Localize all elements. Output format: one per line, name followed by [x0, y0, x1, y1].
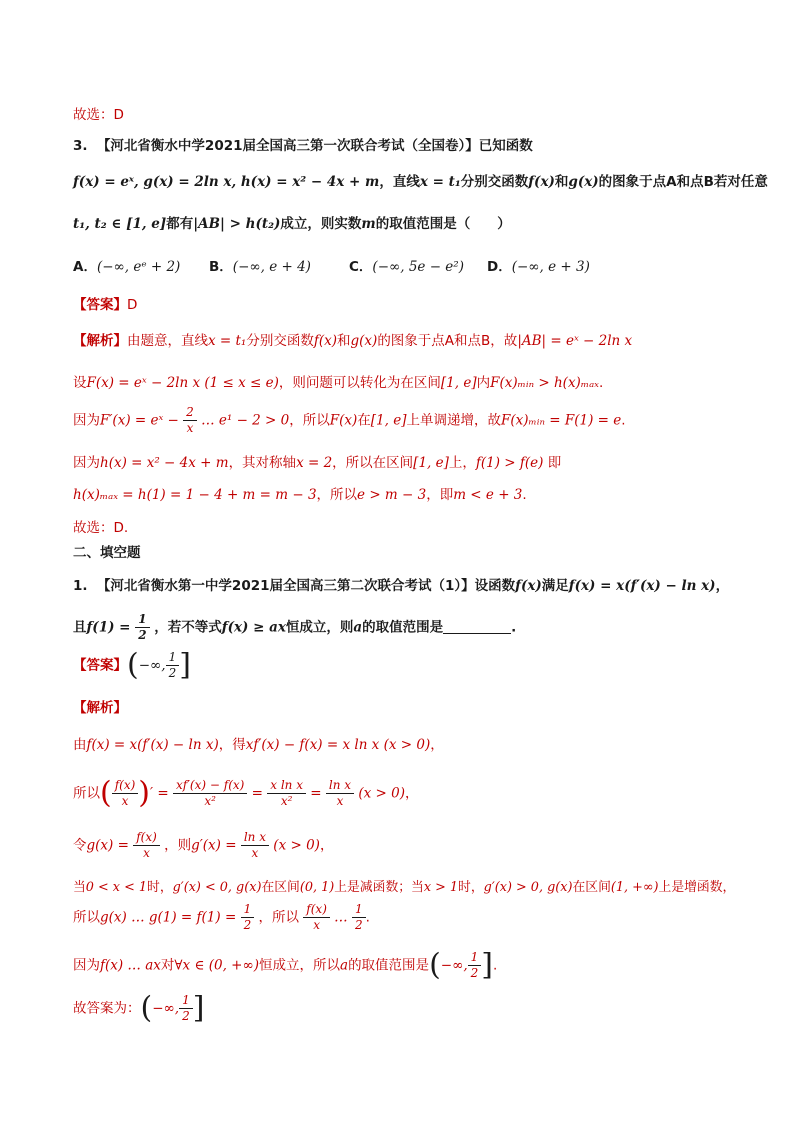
- question-3-answer: 【答案】D: [73, 297, 138, 313]
- option-b: B．(−∞, e + 4): [209, 259, 311, 275]
- fill-1-analysis-5: 所以g(x) … g(1) = f(1) = $\frac{1}{2}$ ，所以 $\frac{f(x)}{x}$ … $\frac{1}{2}$ .: [73, 902, 370, 932]
- fill-1-final: 故答案为：(−∞, $\frac{1}{2}$ ]: [73, 990, 205, 1026]
- question-3-analysis-5: h(x)ₘₐₓ = h(1) = 1 − 4 + m = m − 3，所以e > m − 3，即m < e + 3.: [73, 487, 527, 503]
- previous-answer-line: 故选：D: [73, 107, 124, 123]
- fraction: $\frac{\text{x ln x}}{\text{x²}}$: [267, 778, 306, 809]
- option-c: C．(−∞, 5e − e²): [349, 259, 464, 275]
- fill-1-header: 1. 【河北省衡水第一中学2021届全国高三第二次联合考试（1）】设函数f(x)满足f(x) = x(f′(x) − ln x)，: [73, 578, 730, 594]
- fill-1-analysis-4: 当0 < x < 1时，g′(x) < 0, g(x)在区间(0, 1)上是减函数；当x > 1时，g′(x) > 0, g(x)在区间(1, +∞)上是增函数，: [73, 880, 736, 895]
- fill-1-line-2: 且f(1) = $\frac{1}{2}$ ，若不等式f(x) ≥ ax恒成立，则a的取值范围是 .: [73, 612, 517, 642]
- option-d: D．(−∞, e + 3): [487, 259, 590, 275]
- fraction: $\frac{\text{ln x}}{x}$: [241, 830, 269, 861]
- question-3-final: 故选：D.: [73, 520, 129, 536]
- fraction: $\frac{1}{2}$: [352, 902, 366, 933]
- fill-1-analysis-2: 所以( $\frac{f(x)}{x}$ )′ = $\frac{xf'(x) - f(x)}{\text{x²}}$ = $\frac{\text{x ln x}}{\text{x²}}$ = $\frac{\text{ln x}}{x}$ (x > 0)，: [73, 775, 419, 811]
- fraction: $\frac{1}{2}$: [135, 612, 149, 643]
- section-title: 二、填空题: [73, 545, 141, 561]
- fraction: $\frac{f(x)}{x}$: [303, 902, 330, 933]
- fill-1-analysis-1: 由f(x) = x(f′(x) − ln x)，得xf′(x) − f(x) = x ln x (x > 0)，: [73, 737, 444, 753]
- fraction: $\frac{f(x)}{x}$: [112, 778, 139, 809]
- fraction: $\frac{1}{2}$: [179, 993, 193, 1024]
- fraction: $\frac{2}{x}$: [183, 405, 197, 436]
- fill-1-answer: 【答案】(−∞, $\frac{1}{2}$ ]: [73, 647, 191, 683]
- question-3-analysis-3: 因为F′(x) = eˣ − $\frac{2}{x}$ … e¹ − 2 > 0，所以F(x)在[1, e]上单调递增，故F(x)ₘᵢₙ = F(1) = e.: [73, 405, 626, 435]
- fill-1-analysis-tag: 【解析】: [73, 700, 127, 716]
- fraction: $\frac{1}{2}$: [468, 950, 482, 981]
- fraction: $\frac{1}{2}$: [166, 650, 180, 681]
- question-3-analysis-1: 【解析】由题意，直线x = t₁分别交函数f(x)和g(x)的图象于点A和点B，故|AB| = eˣ − 2ln x: [73, 333, 633, 349]
- question-3-analysis-4: 因为h(x) = x² − 4x + m，其对称轴x = 2，所以在区间[1, e]上，f(1) > f(e) 即: [73, 455, 562, 471]
- question-3-line-2: f(x) = eˣ, g(x) = 2ln x, h(x) = x² − 4x + m，直线x = t₁分别交函数f(x)和g(x)的图象于点A和点B若对任意: [73, 174, 768, 190]
- fraction: $\frac{xf'(x) - f(x)}{\text{x²}}$: [173, 778, 247, 809]
- fraction: $\frac{\text{ln x}}{x}$: [326, 778, 354, 809]
- question-3-line-3: t₁, t₂ ∈ [1, e]都有|AB| > h(t₂)成立，则实数m的取值范围是（ ）: [73, 216, 511, 232]
- fraction: $\frac{f(x)}{x}$: [133, 830, 160, 861]
- fill-1-analysis-6: 因为f(x) … ax对∀x ∈ (0, +∞)恒成立，所以a的取值范围是(−∞, $\frac{1}{2}$ ].: [73, 947, 498, 983]
- question-3-header: 3. 【河北省衡水中学2021届全国高三第一次联合考试（全国卷）】已知函数: [73, 138, 533, 154]
- option-a: A．(−∞, eᵉ + 2): [73, 259, 181, 275]
- fill-1-analysis-3: 令g(x) = $\frac{f(x)}{x}$ ，则g′(x) = $\frac{\text{ln x}}{x}$ (x > 0)，: [73, 830, 334, 860]
- question-3-analysis-2: 设F(x) = eˣ − 2ln x (1 ≤ x ≤ e)，则问题可以转化为在区间[1, e]内F(x)ₘᵢₙ > h(x)ₘₐₓ.: [73, 375, 604, 391]
- answer-blank: [443, 619, 511, 634]
- fraction: $\frac{1}{2}$: [241, 902, 255, 933]
